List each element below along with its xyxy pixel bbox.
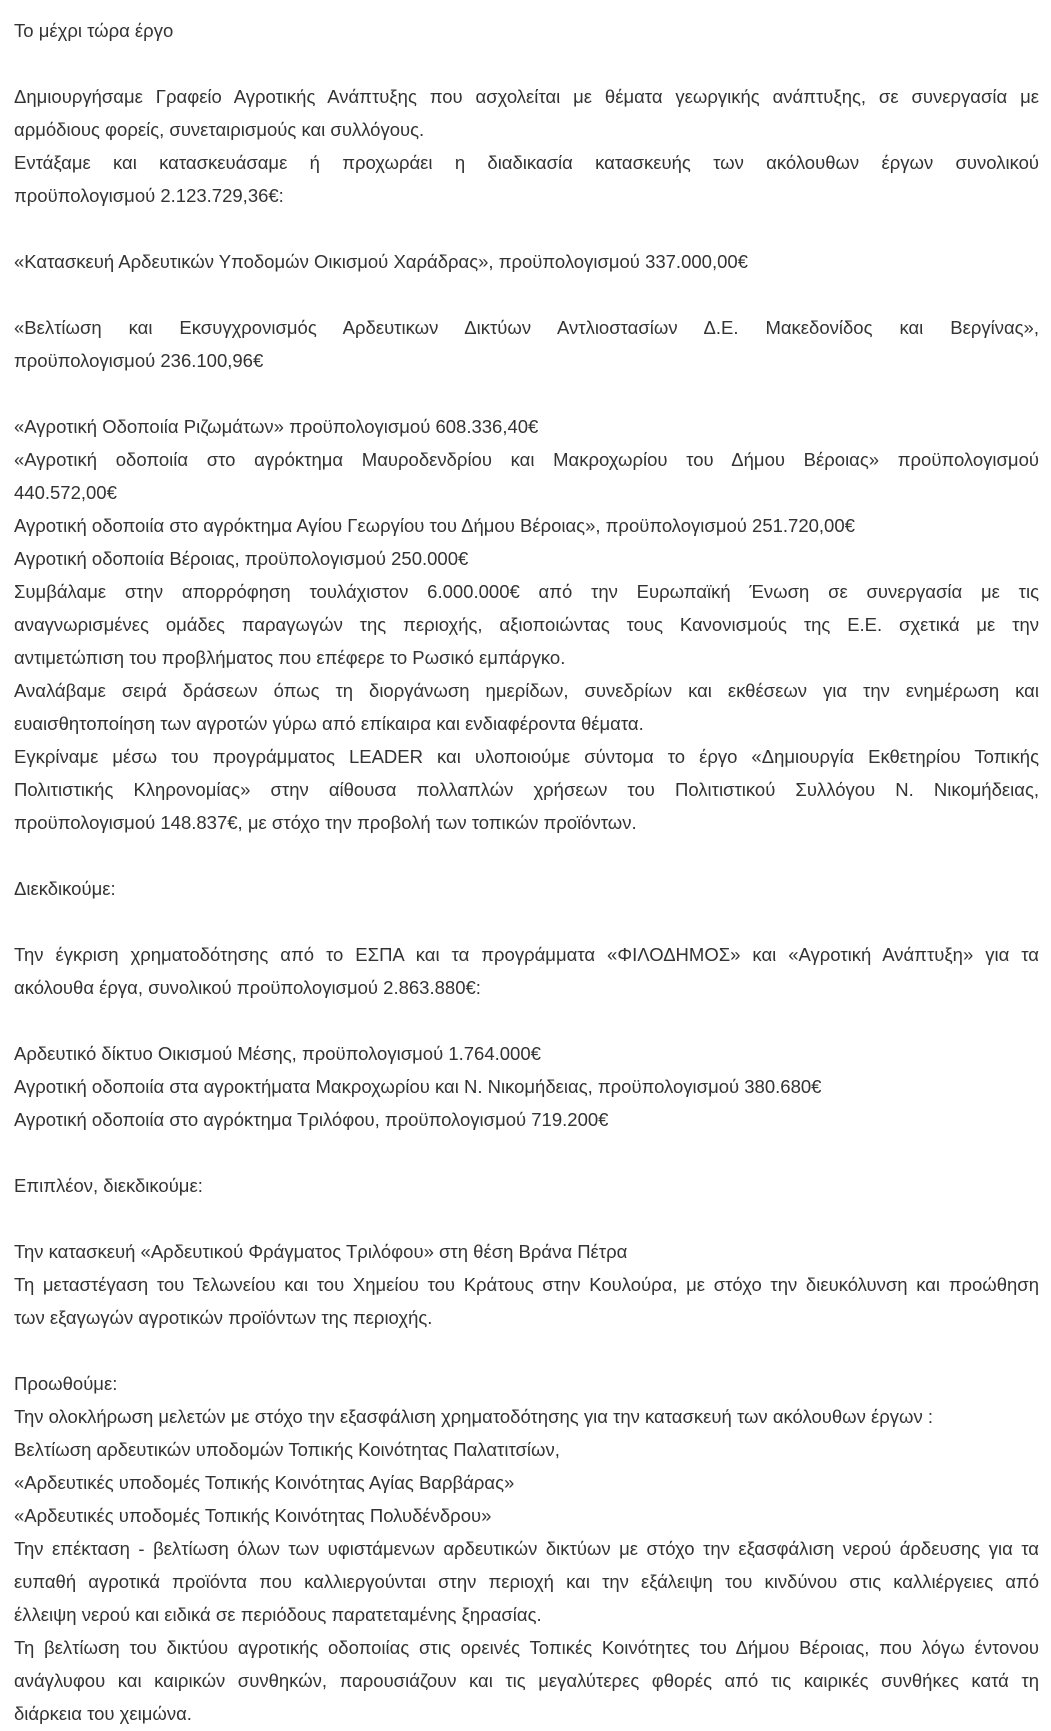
text-line: Πολιτιστικής Κληρονομίας» στην αίθουσα πολλαπλών χρήσεων του Πολιτιστικού Συλλόγου Ν. Νικομήδειας, [14,779,1039,800]
text-line: Συμβάλαμε στην απορρόφηση τουλάχιστον 6.000.000€ από την Ευρωπαϊκή Ένωση σε συνεργασία με τις [14,581,1039,602]
paragraph-leader [14,740,1039,839]
text-line: «Βελτίωση και Εκσυγχρονισμός Αρδευτικων Δικτύων Αντλιοστασίων Δ.Ε. Μακεδονίδος και Βεργίνας», [14,317,1039,338]
text-line: Την ολοκλήρωση μελετών με στόχο την εξασφάλιση χρηματοδότησης για την κατασκευή των ακόλουθων έργων : [14,1406,933,1427]
spacer [14,47,1039,80]
claim-item: Αγροτική οδοποιία στο αγρόκτημα Τριλόφου, προϋπολογισμού 719.200€ [14,1109,609,1130]
project-item: «Κατασκευή Αρδευτικών Υποδομών Οικισμού Χαράδρας», προϋπολογισμού 337.000,00€ [14,251,748,272]
project-item: Αγροτική οδοποιία Βέροιας, προϋπολογισμού 250.000€ [14,548,469,569]
text-line: «Αγροτική οδοποιία στο αγρόκτημα Μαυροδενδρίου και Μακροχωρίου του Δήμου Βέροιας» προϋπολογισμού [14,449,1039,470]
paragraph-espa [14,938,1039,1004]
section-heading-further: Επιπλέον, διεκδικούμε: [14,1175,203,1196]
spacer [14,1202,1039,1235]
text-line: Αναλάβαμε σειρά δράσεων όπως τη διοργάνωση ημερίδων, συνεδρίων και εκθέσεων για την ενημέρωση και [14,680,1039,701]
text-line: ευαισθητοποίηση των αγροτών γύρω από επίκαιρα και ενδιαφέροντα θέματα. [14,713,644,734]
study-item: «Αρδευτικές υποδομές Τοπικής Κοινότητας Αγίας Βαρβάρας» [14,1472,515,1493]
text-line: προϋπολογισμού 236.100,96€ [14,350,264,371]
spacer [14,1004,1039,1037]
study-item: «Αρδευτικές υποδομές Τοπικής Κοινότητας Πολυδένδρου» [14,1505,492,1526]
text-line: αναγνωρισμένες ομάδες παραγωγών της περιοχής, αξιοποιώντας τους Κανονισμούς της Ε.Ε. σχετικά με την [14,614,1039,635]
text-line: προϋπολογισμού 148.837€, με στόχο την προβολή των τοπικών προϊόντων. [14,812,637,833]
text-line: αρμόδιους φορείς, συνεταιρισμούς και συλλόγους. [14,119,425,140]
text-line: προϋπολογισμού 2.123.729,36€: [14,185,284,206]
text-line: Τη βελτίωση του δικτύου αγροτικής οδοποιίας στις ορεινές Τοπικές Κοινότητες του Δήμου Βέροιας, που λόγω έντονου [14,1637,1039,1658]
text-line: Εγκρίναμε μέσω του προγράμματος LEADER και υλοποιούμε σύντομα το έργο «Δημιουργία Εκθετηρίου Τοπικής [14,746,1039,767]
text-line: Την επέκταση - βελτίωση όλων των υφιστάμενων αρδευτικών δικτύων με στόχο την εξασφάλιση νερού άρδευσης για τα [14,1538,1039,1559]
text-line: αντιμετώπιση του προβλήματος που επέφερε το Ρωσικό εμπάργκο. [14,647,566,668]
project-item [14,443,1039,509]
text-line: Την έγκριση χρηματοδότησης από το ΕΣΠΑ και τα προγράμματα «ΦΙΛΟΔΗΜΟΣ» και «Αγροτική Ανάπτυξη» για τα [14,944,1039,965]
section-heading-work-done: Το μέχρι τώρα έργο [14,20,174,41]
spacer [14,905,1039,938]
text-line: έλλειψη νερού και ειδικά σε περιόδους παρατεταμένης ξηρασίας. [14,1604,542,1625]
text-line: ακόλουθα έργα, συνολικού προϋπολογισμού 2.863.880€: [14,977,481,998]
spacer [14,278,1039,311]
claim-item: Την κατασκευή «Αρδευτικού Φράγματος Τριλόφου» στη θέση Βράνα Πέτρα [14,1241,628,1262]
spacer [14,1334,1039,1367]
project-item [14,311,1039,377]
spacer [14,1136,1039,1169]
claim-item: Αρδευτικό δίκτυο Οικισμού Μέσης, προϋπολογισμού 1.764.000€ [14,1043,541,1064]
project-item: «Αγροτική Οδοποιία Ριζωμάτων» προϋπολογισμού 608.336,40€ [14,416,539,437]
text-line: διάρκεια του χειμώνα. [14,1703,192,1724]
text-line: Δημιουργήσαμε Γραφείο Αγροτικής Ανάπτυξης που ασχολείται με θέματα γεωργικής ανάπτυξης, σε συνεργασία με [14,86,1039,107]
claim-item: Αγροτική οδοποιία στα αγροκτήματα Μακροχωρίου και Ν. Νικομήδειας, προϋπολογισμού 380.680€ [14,1076,822,1097]
section-heading-claim: Διεκδικούμε: [14,878,116,899]
section-heading-promote: Προωθούμε: [14,1373,118,1394]
spacer [14,839,1039,872]
paragraph-actions [14,674,1039,740]
paragraph-irrigation-expansion [14,1532,1039,1631]
paragraph-mountain-roads [14,1631,1039,1730]
text-line: Τη μεταστέγαση του Τελωνείου και του Χημείου του Κράτους στην Κουλούρα, με στόχο την διευκόλυνση και προώθηση [14,1274,1039,1295]
text-line: ευπαθή αγροτικά προϊόντα που καλλιεργούνται στην περιοχή και την εξάλειψη του κινδύνου στις καλλιέργειες από [14,1571,1039,1592]
spacer [14,212,1039,245]
text-line: των εξαγωγών αγροτικών προϊόντων της περιοχής. [14,1307,433,1328]
text-line: Εντάξαμε και κατασκευάσαμε ή προχωράει η διαδικασία κατασκευής των ακόλουθων έργων συνολικού [14,152,1039,173]
text-line: ανάγλυφου και καιρικών συνθηκών, παρουσιάζουν και τις μεγαλύτερες φθορές από τις καιρικές συνθήκες κατά τη [14,1670,1039,1691]
study-item: Βελτίωση αρδευτικών υποδομών Τοπικής Κοινότητας Παλατιτσίων, [14,1439,560,1460]
spacer [14,377,1039,410]
paragraph-eu-funding [14,575,1039,674]
claim-item [14,1268,1039,1334]
paragraph-agri-office [14,80,1039,212]
text-line: 440.572,00€ [14,482,117,503]
project-item: Αγροτική οδοποιία στο αγρόκτημα Αγίου Γεωργίου του Δήμου Βέροιας», προϋπολογισμού 251.720,00€ [14,515,855,536]
